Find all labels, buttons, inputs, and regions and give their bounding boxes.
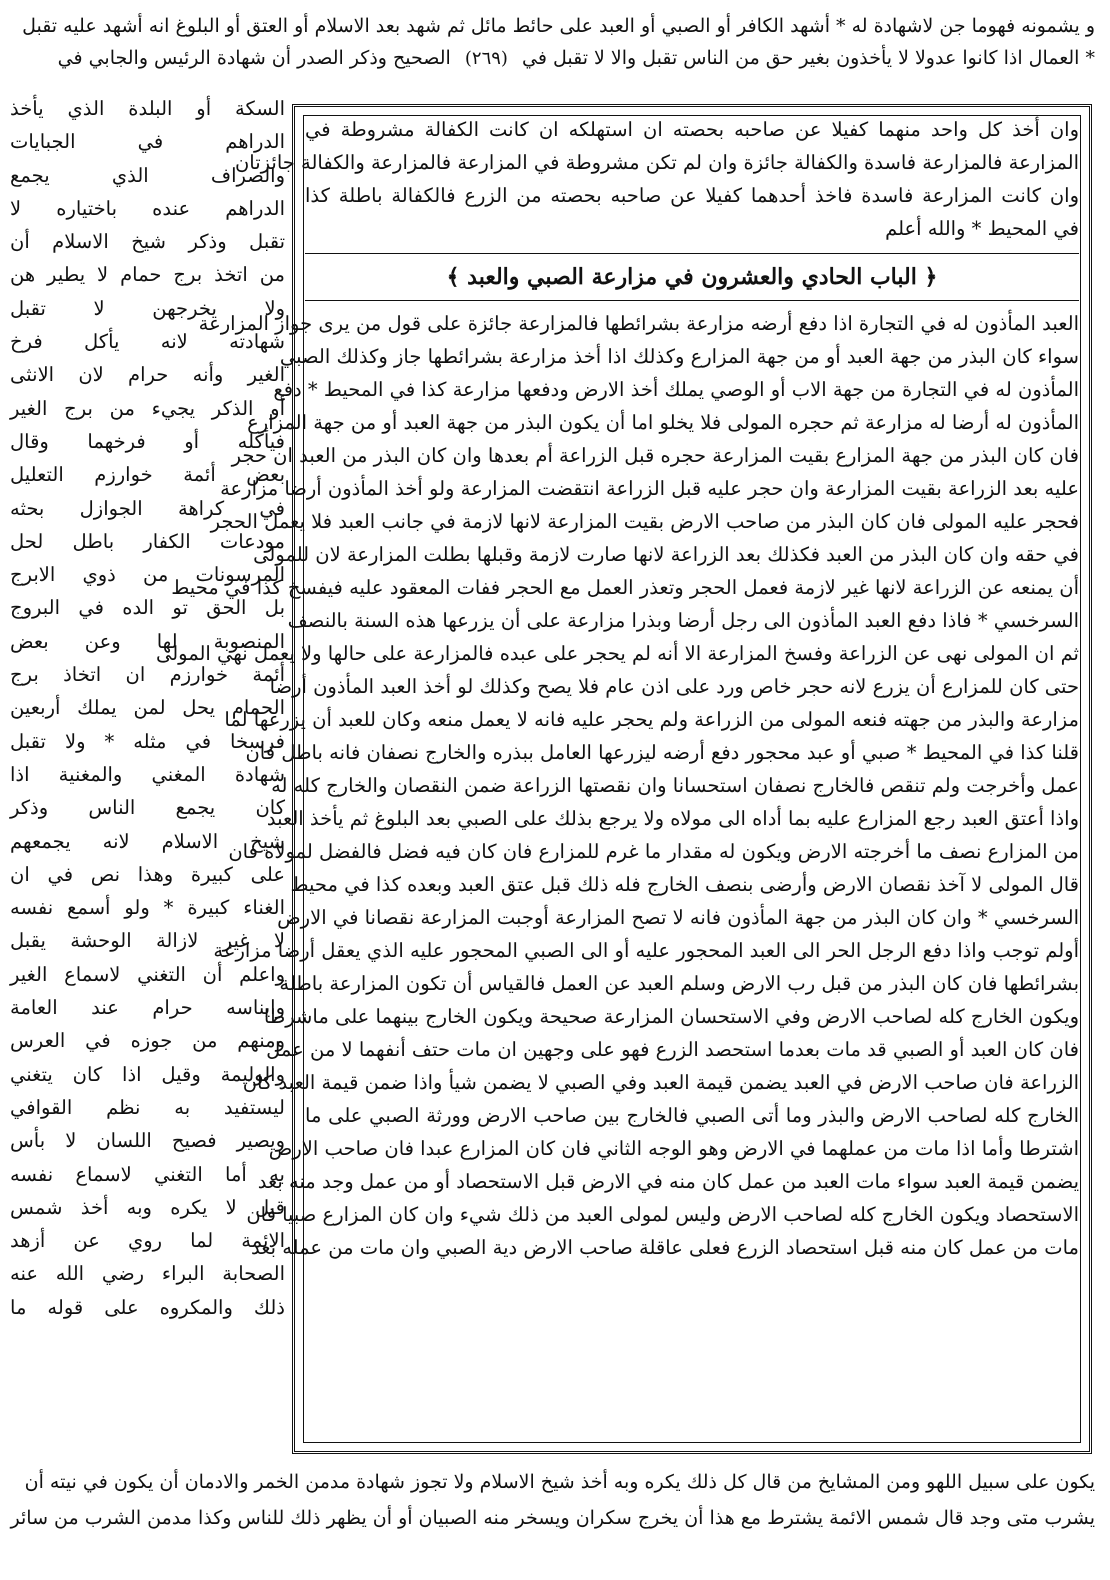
- side-line: فيأكله أو فرخهما وقال: [10, 429, 285, 453]
- body-line: المأذون له أرضا له مزارعة ثم حجره المولى فلا يخلو اما أن يكون البذر من جهة العبد أو من جهة المزارع: [247, 411, 1079, 434]
- side-line: الدراهم في الجبايات: [10, 130, 285, 154]
- side-line: ذلك والمكروه على قوله ما: [10, 1295, 285, 1319]
- side-line: أو الذكر يجيء من برج الغير: [10, 396, 285, 420]
- body-line: أن يمنعه عن الزراعة لانها غير لازمة فعمل الحجر وتعذر العمل مع الحجر ففات المعقود عليه فيفسخ كذا في محيط: [171, 576, 1079, 599]
- side-line: السكة أو البلدة الذي يأخذ: [10, 97, 285, 120]
- intro-line: في المحيط * والله أعلم: [885, 217, 1079, 240]
- body-line: اشترطا وأما اذا مات من عملهما في الارض وهو الوجه الثاني فان كان المزارع عبدا فان صاحب الارض: [268, 1137, 1079, 1160]
- body-line: ويكون الخارج كله لصاحب الارض وفي الاستحسان المزارعة صحيحة ويكون الخارج بينهما على ماشرطا: [263, 1005, 1079, 1028]
- side-line: شهادة المغني والمغنية اذا: [10, 762, 285, 786]
- body-line: سواء كان البذر من جهة العبد أو من جهة المزارع وكذلك اذا أخذ مزارعة بشرائطها جاز وكذلك الصبي: [279, 345, 1079, 368]
- body-line: العبد المأذون له في التجارة اذا دفع أرضه مزارعة بشرائطها فالمزارعة جائزة على قول من يرى جواز المزارعة: [198, 312, 1079, 335]
- body-line: الخارج كله لصاحب الارض والبذر وما أتى الصبي فالخارج بين صاحب الارض وورثة الصبي على ما: [305, 1104, 1079, 1127]
- body-line: السرخسي * فاذا دفع العبد المأذون الى رجل أرضا وبذرا مزارعة على أن يزرعها هذه السنة بالنصف: [287, 609, 1079, 632]
- body-line: عمل وأخرجت ولم تنقص فالخارج نصفان استحسانا وان نقصتها الزراعة ضمن النقصان والخارج كله له: [271, 774, 1079, 797]
- side-line: بعض أئمة خوارزم التعليل: [10, 463, 285, 487]
- side-line: من اتخذ برج حمام لا يطير هن: [10, 263, 285, 287]
- side-line: به أما التغني لاسماع نفسه: [10, 1162, 285, 1186]
- side-line: الغناء كبيرة * ولو أسمع نفسه: [10, 896, 285, 920]
- top-line-1: و يشمونه فهوما جن لاشهادة له * أشهد الكافر أو الصبي أو العبد على حائط مائل ثم شهد بعد الاسلام أو العتق أو البلوغ انه أشهد عليه تقبل: [22, 15, 1095, 37]
- body-line: بشرائطها فان كان البذر من قبل رب الارض وسلم العبد عن العمل فالقياس أن تكون المزارعة باطلة: [279, 972, 1079, 995]
- page-number: (٢٦٩): [464, 48, 508, 69]
- body-line: السرخسي * وان كان البذر من جهة المأذون فانه لا تصح المزارعة أوجبت المزارعة نقصانا في الارض: [277, 906, 1079, 929]
- side-line: أئمة خوارزم ان اتخاذ برج: [10, 663, 285, 687]
- side-line: ويصير فصيح اللسان لا بأس: [10, 1129, 285, 1153]
- heading-bottom-rule: [305, 300, 1079, 301]
- side-line: المرسونات من ذوي الابرج: [10, 563, 285, 587]
- body-line: الاستحصاد ويكون الخارج كله لصاحب الارض وليس لمولى العبد من ذلك شيء وان كان المزارع صبيا فان: [246, 1203, 1079, 1226]
- side-line: ومنهم من جوزه في العرس: [10, 1029, 285, 1053]
- bottom-line: يكون على سبيل اللهو ومن المشايخ من قال كل ذلك يكره وبه أخذ شيخ الاسلام ولا تجوز شهادة مدمن الخمر والادمان أن يكون في نيته أن: [24, 1471, 1095, 1493]
- body-line: أولم توجب واذا دفع الرجل الحر الى العبد المحجور عليه أو الى الصبي المحجور عليه الذي يعقل أرضا مزارعة: [213, 939, 1079, 962]
- body-line: ثم ان المولى نهى عن الزراعة وفسخ المزارعة الا أنه لم يحجر على عبده فالمزارعة على حالها ولا يعمل نهي المولى: [155, 642, 1079, 665]
- top-line-3-text: الصحيح وذكر الصدر أن شهادة الرئيس والجابي في: [57, 47, 451, 69]
- body-line: في حقه وان كان البذر من العبد فكذلك بعد الزراعة لانها صارت لازمة وقبلها بطلت المزارعة لان للمولى: [253, 543, 1079, 566]
- bottom-margin-text: [10, 1464, 1095, 1536]
- side-line: الغير وأنه حرام لان الانثى: [10, 363, 285, 387]
- body-line: من المزارع نصف ما أخرجته الارض ويكون له مقدار ما غرم للمزارع فان كان فيه فضل فالفضل لمولاه فان: [228, 840, 1079, 863]
- main-text-frame: [155, 104, 1092, 1454]
- side-line: شيخ الاسلام لانه يجمعهم: [10, 829, 285, 853]
- top-margin-text: [22, 10, 1095, 75]
- side-line: على كبيرة وهذا نص في ان: [10, 862, 285, 886]
- side-line: مودعات الكفار باطل لحل: [10, 529, 285, 553]
- body-line: قال المولى لا آخذ نقصان الارض وأرضى بنصف الخارج فله ذلك قبل عتق العبد وبعده كذا في محيط: [290, 873, 1079, 896]
- side-line: تقبل وذكر شيخ الاسلام أن: [10, 230, 285, 254]
- body-line: فان كان العبد أو الصبي قد مات بعدما استحصد الزرع فهو على وجهين ان مات حتف أنفهما لا من عمل: [266, 1038, 1079, 1061]
- side-line: والصراف الذي يجمع: [10, 163, 285, 187]
- side-line: فرسخا في مثله * ولا تقبل: [10, 729, 285, 753]
- top-line-2: [57, 42, 1095, 75]
- side-line: الصحابة البراء رضي الله عنه: [10, 1262, 285, 1286]
- side-line: شهادته لانه يأكل فرخ: [10, 330, 285, 354]
- top-line-2-text: * العمال اذا كانوا عدولا لا يأخذون بغير حق من الناس تقبل والا لا تقبل في: [522, 47, 1095, 69]
- chapter-body: [155, 307, 1079, 1264]
- body-line: قلنا كذا في المحيط * صبي أو عبد محجور دفع أرضه ليزرعها العامل ببذره والخارج نصفان فانه باطل فان: [245, 741, 1079, 764]
- side-line: الائمة لما روي عن أزهد: [10, 1229, 285, 1253]
- body-line: فان كان البذر من جهة المزارع بقيت المزارعة حجره قبل الزراعة أم بعدها وان كان البذر من العبد ان حجر: [231, 444, 1079, 467]
- side-margin-commentary: [10, 92, 285, 1324]
- heading-top-rule: [305, 253, 1079, 254]
- side-line: الحمام يحل لمن يملك أربعين: [10, 696, 285, 720]
- side-line: في كراهة الجوازل بحثه: [10, 496, 285, 520]
- side-line: بل الحق تو الده في البروج: [10, 596, 285, 620]
- side-line: والوليمة وقيل اذا كان يتغني: [10, 1062, 285, 1086]
- chapter-heading: ﴿ الباب الحادي والعشرون في مزارعة الصبي والعبد ﴾: [446, 264, 938, 290]
- body-line: مزارعة والبذر من جهته فنعه المولى من الزراعة ولم يحجر عليه فانه لا يعمل منعه وكان للعبد أن يزرعها لما: [224, 708, 1079, 731]
- side-line: الدراهم عنده باختياره لا: [10, 196, 285, 220]
- body-line: حتى كان للمزارع أن يزرع لانه حجر خاص ورد على اذن عام فلا يصح وكذلك لو أخذ العبد المأذون أرضا: [269, 675, 1079, 698]
- intro-line: المزارعة فالمزارعة فاسدة والكفالة جائزة وان لم تكن مشروطة في المزارعة فالمزارعة والكفالة جائزتان: [234, 151, 1079, 174]
- intro-line: وان أخذ كل واحد منهما كفيلا عن صاحبه بحصته ان استهلكه ان كانت الكفالة مشروطة في: [305, 118, 1079, 141]
- body-line: فحجر عليه المولى فان كان البذر من صاحب الارض بقيت المزارعة لانها لازمة في جانب العبد فلا يعمل الحجر: [210, 510, 1079, 533]
- body-line: يضمن قيمة العبد سواء مات العبد من عمل كان منه في الارض قبل الاستحصاد أو من عمل وجد منه بعد: [257, 1170, 1079, 1193]
- side-line: المنصوبة لها وعن بعض: [10, 629, 285, 653]
- side-line: كان يجمع الناس وذكر: [10, 796, 285, 820]
- body-line: الزراعة فان صاحب الارض في العبد يضمن قيمة العبد وفي الصبي لا يضمن شيأ واذا ضمن قيمة العبد كان: [242, 1071, 1079, 1094]
- side-line: وايناسه حرام عند العامة: [10, 996, 285, 1020]
- main-text: [155, 113, 1079, 1264]
- side-line: قيل لا يكره وبه أخذ شمس: [10, 1195, 285, 1219]
- side-line: لا غير لازالة الوحشة يقبل: [10, 929, 285, 953]
- side-line: ليستفيد به نظم القوافي: [10, 1095, 285, 1119]
- body-line: واذا أعتق العبد رجع المزارع عليه بما أداه الى مولاه ولا يرجع بذلك على الصبي بعد البلوغ ثم يأخذ العبد: [266, 807, 1079, 830]
- side-line: واعلم أن التغني لاسماع الغير: [10, 962, 285, 986]
- body-line: مات من عمل كان منه قبل استحصاد الزرع فعلى عاقلة صاحب الارض دية الصبي وان مات من عمله بعد: [250, 1236, 1079, 1259]
- intro-line: وان كانت المزارعة فاسدة فاخذ أحدهما كفيلا عن صاحبه بحصته من الزرع فالكفالة باطلة كذا: [305, 184, 1079, 207]
- bottom-line: يشرب متى وجد قال شمس الائمة يشترط مع هذا أن يخرج سكران ويسخر منه الصبيان أو أن يظهر ذلك للناس وكذا مدمن الشرب من سائر: [10, 1507, 1095, 1529]
- body-line: المأذون له في التجارة من جهة الاب أو الوصي يملك أخذ الارض ودفعها مزارعة كذا في المحيط * دفع: [273, 378, 1079, 401]
- body-line: عليه بعد الزراعة بقيت المزارعة وان حجر عليه قبل الزراعة انتقضت المزارعة ولو أخذ المأذون أرضا مزارعة: [220, 477, 1079, 500]
- side-line: ولا يخرجهن لا تقبل: [10, 296, 285, 320]
